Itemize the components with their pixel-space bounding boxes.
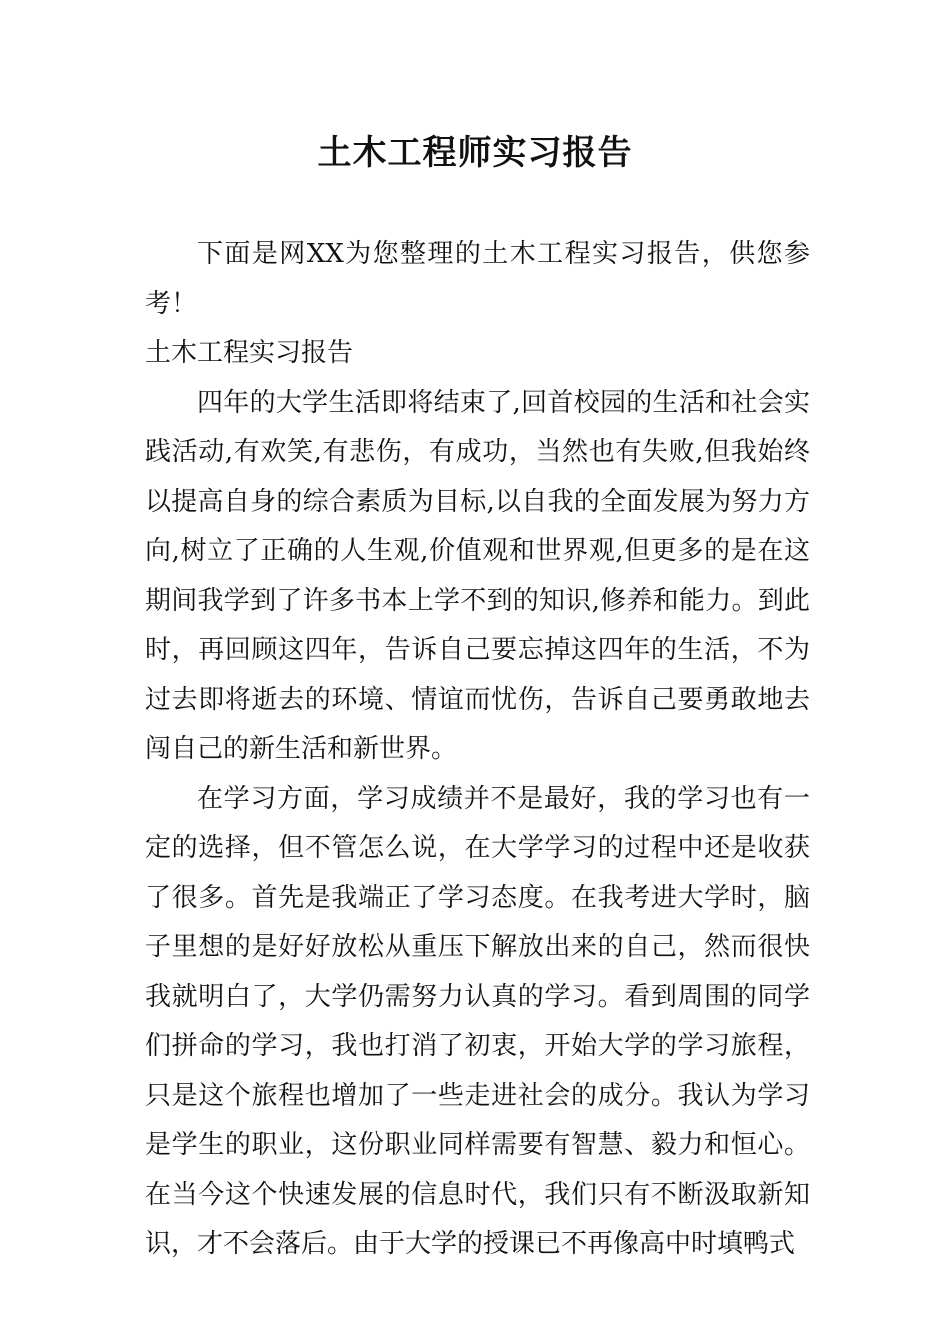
document-body <box>145 230 810 1270</box>
document-title: 土木工程师实习报告 <box>317 133 633 173</box>
intro-line: 下面是网XX为您整理的土木工程实习报告，供您参考！ <box>145 239 810 319</box>
subtitle-line: 土木工程实习报告 <box>145 338 354 368</box>
paragraph-1: 四年的大学生活即将结束了,回首校园的生活和社会实践活动,有欢笑,有悲伤，有成功，当然也有失败,但我始终以提高自身的综合素质为目标,以自我的全面发展为努力方向,树立了正确的人生观,价值观和世界观,但更多的是在这期间我学到了许多书本上学不到的知识,修养和能力。到此时，再回顾这四年，告诉自己要忘掉这四年的生活，不为过去即将逝去的环境、情谊而忧伤，告诉自己要勇敢地去闯自己的新生活和新世界。 <box>145 387 810 764</box>
paragraph-2: 在学习方面，学习成绩并不是最好，我的学习也有一定的选择，但不管怎么说，在大学学习的过程中还是收获了很多。首先是我端正了学习态度。在我考进大学时，脑子里想的是好好放松从重压下解放出来的自己，然而很快我就明白了，大学仍需努力认真的学习。看到周围的同学们拼命的学习，我也打消了初衷，开始大学的学习旅程，只是这个旅程也增加了一些走进社会的成分。我认为学习是学生的职业，这份职业同样需要有智慧、毅力和恒心。在当今这个快速发展的信息时代，我们只有不断汲取新知识，才不会落后。由于大学的授课已不再像高中时填鸭式 <box>145 783 810 1259</box>
